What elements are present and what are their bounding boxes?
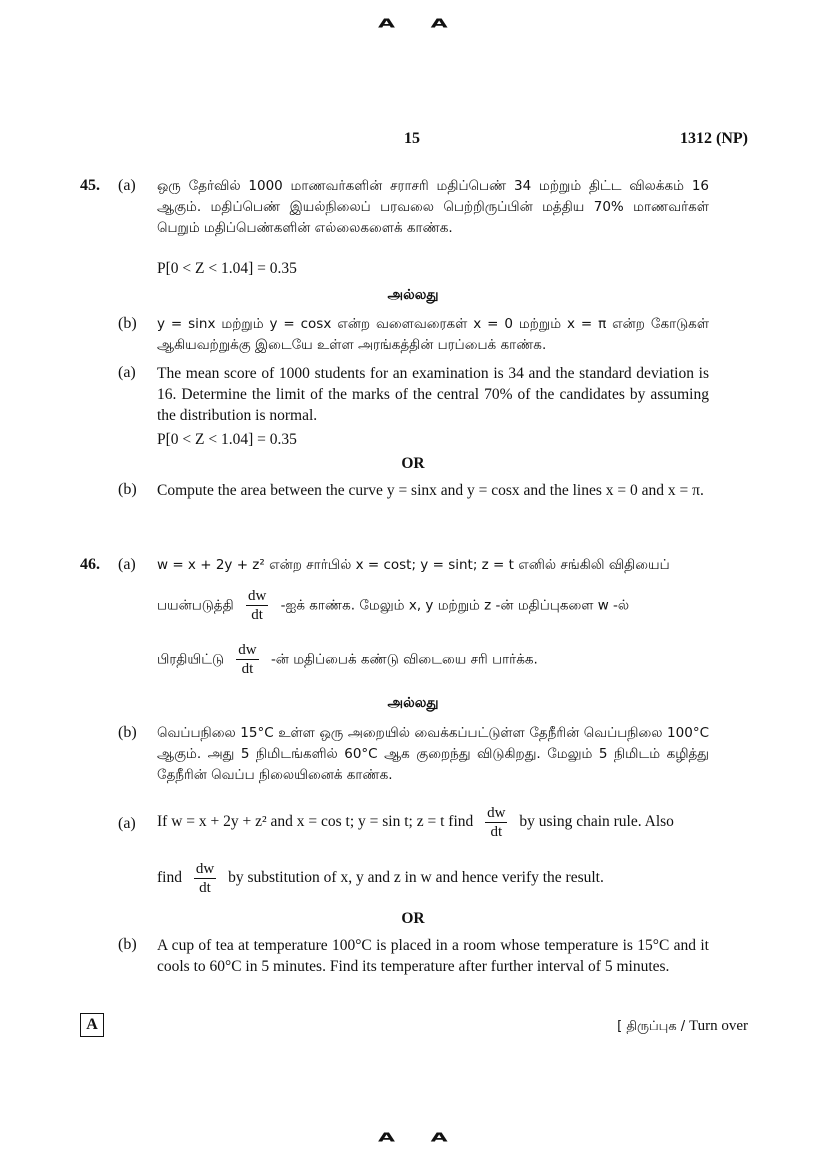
q46-english-line2-post: by substitution of x, y and z in w and hence verify the result. xyxy=(228,869,604,887)
q45-tamil-part-b-text: y = sinx மற்றும் y = cosx என்ற வளைவரைகள் x = 0 மற்றும் x = π என்ற கோடுகள் ஆகியவற்றுக்கு இடையே உள்ள அரங்கத்தின் பரப்பைக் காண்க. xyxy=(157,316,709,353)
q45-english-part-a-text: The mean score of 1000 students for an examination is 34 and the standard deviation is 16. Determine the limit of the marks of the central 70% of the candidates by assuming the distribution is normal. xyxy=(157,365,709,424)
q45-english-part-b-label: (b) xyxy=(118,481,137,498)
q46-tamil-or: அல்லது xyxy=(387,695,439,711)
turn-over-tamil: [ திருப்புக / xyxy=(617,1019,686,1034)
q46-english-part-b-label: (b) xyxy=(118,936,137,953)
q46-tamil-part-a-label: (a) xyxy=(118,556,136,573)
turn-over-english: Turn over xyxy=(688,1018,748,1034)
q46-english-part-b-text: A cup of tea at temperature 100°C is placed in a room whose temperature is 15°C and it cools to 60°C in 5 minutes. Find its temperature after further interval of 5 minutes. xyxy=(157,937,709,975)
top-registration-mark: A A xyxy=(378,17,462,31)
q46-tamil-line1: w = x + 2y + z² என்ற சார்பில் x = cost; y = sint; z = t எனில் சங்கிலி விதியைப் xyxy=(157,557,670,573)
q46-tamil-line2-pre: பயன்படுத்தி xyxy=(157,597,234,614)
paper-code: 1312 (NP) xyxy=(680,130,748,147)
bottom-registration-mark: A A xyxy=(378,1131,462,1145)
q46-english-or: OR xyxy=(401,910,425,927)
q46-english-line2 xyxy=(157,860,709,897)
question-number-46: 46. xyxy=(80,556,100,573)
q45-tamil-part-b-label: (b) xyxy=(118,315,137,332)
q46-english-line2-pre: find xyxy=(157,869,182,887)
q45-tamil-given: P[0 < Z < 1.04] = 0.35 xyxy=(157,260,297,277)
dw-dt-fraction: $\frac{dw}{dt}$ xyxy=(487,805,506,840)
q46-english-line1 xyxy=(157,804,709,841)
q46-tamil-line3 xyxy=(157,641,709,678)
q45-english-given: P[0 < Z < 1.04] = 0.35 xyxy=(157,431,297,448)
q46-tamil-line3-pre: பிரதியிட்டு xyxy=(157,651,224,668)
q46-english-line1-post: by using chain rule. Also xyxy=(519,813,674,831)
q46-tamil-line2 xyxy=(157,587,709,624)
set-label-box: A xyxy=(80,1013,104,1037)
q46-english-line1-pre: If w = x + 2y + z² and x = cos t; y = sin t; z = t find xyxy=(157,813,474,831)
q45-tamil-part-a-text: ஒரு தேர்வில் 1000 மாணவர்களின் சராசரி மதிப்பெண் 34 மற்றும் திட்ட விலக்கம் 16 ஆகும். மதிப்பெண் இயல்நிலைப் பரவலை பெற்றிருப்பின் மத்திய 70% மாணவர்கள் பெறும் மதிப்பெண்களின் எல்லைகளைக் காண்க. xyxy=(157,178,709,236)
page-number: 15 xyxy=(404,130,420,147)
dw-dt-fraction: $\frac{dw}{dt}$ xyxy=(195,861,215,896)
q46-tamil-line3-post: -ன் மதிப்பைக் கண்டு விடையை சரி பார்க்க. xyxy=(270,651,538,668)
q45-tamil-part-a-label: (a) xyxy=(118,177,136,194)
q46-tamil-part-b-label: (b) xyxy=(118,724,137,741)
q46-tamil-line2-post: -ஐக் காண்க. மேலும் x, y மற்றும் z -ன் மதிப்புகளை w -ல் xyxy=(280,597,630,614)
q45-english-or: OR xyxy=(401,455,425,472)
q46-tamil-part-b-text: வெப்பநிலை 15°C உள்ள ஒரு அறையில் வைக்கப்பட்டுள்ள தேநீரின் வெப்பநிலை 100°C ஆகும். அது 5 நிமிடங்களில் 60°C ஆக குறைந்து விடுகிறது. மேலும் 5 நிமிடம் கழித்து தேநீரின் வெப்ப நிலையினைக் காண்க. xyxy=(157,725,709,783)
dw-dt-fraction: $\frac{dw}{dt}$ xyxy=(247,588,267,623)
turn-over-note xyxy=(617,1018,748,1035)
q45-tamil-or: அல்லது xyxy=(387,287,439,303)
q45-english-part-b-text: Compute the area between the curve y = sinx and y = cosx and the lines x = 0 and x = π. xyxy=(157,482,704,499)
question-number-45: 45. xyxy=(80,177,100,194)
q46-english-part-a-label: (a) xyxy=(118,815,136,832)
q45-english-part-a-label: (a) xyxy=(118,364,136,381)
dw-dt-fraction: $\frac{dw}{dt}$ xyxy=(238,642,257,677)
